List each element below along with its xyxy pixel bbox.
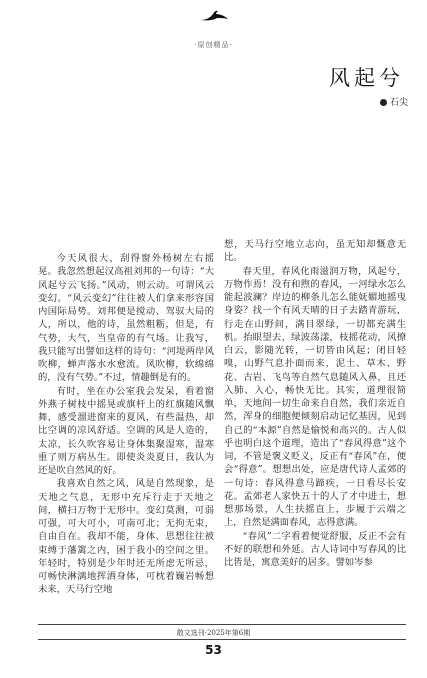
paragraph: 我喜欢自然之风，风是自然现象，是天地之气息，无形中充斥行走于天地之间，横扫万物于无形中。变幻莫测，可弱可强，可大可小，可南可北；无拘无束，自由自在。我却不能，身体、思想往往被束缚于藩篱之内，困于我小的空间之里。年轻时，特别是少年时还无所虑无所忌，可畅快淋漓地挥洒身体，可枕着巍岩畅想未来，天马行空地 [38,478,214,596]
author-byline [0,95,408,108]
paragraph: 今天风很大，刮得窗外杨树左右摇晃。我忽然想起汉高祖刘邦的一句诗：“大风起兮云飞扬。”风动，则云动。可谓风云变幻。“风云变幻”往往被人们拿来形容国内国际局势。刘邦便是搅动、驾驭大局的人，所以，他的诗，虽然粗粝，但是，有气势，大气，当皇帝的有气场。让我写，我只能写出譬如这样的诗句：“河堤两岸风吹柳，蝉声落水水愈流。风吹柳，软绵绵的，没有气势。”不过，情趣倒是有的。 [38,253,214,384]
paragraph: 有时，坐在办公室我会发呆，看着窗外燕子树枝中摇晃或旗杆上的红旗随风飘舞，感受溜进窗来的夏风，有些温热，却比空调的凉风舒适。空调的风是人造的，太凉，长久吹容易让身体集聚湿寒，湿寒重了则万病丛生。即使炎炎夏日，我认为还是吹自然风的好。 [38,385,214,476]
bullet-dot-icon [380,99,387,106]
column-label: ·原创精品· [194,41,233,49]
article-title: 风起兮 [329,66,404,90]
paragraph: 春天里，春风化雨滋润万物，风起兮，万物作焉！没有和煦的春风，一河绿水怎么能起波澜？岸边的柳条儿怎么能妩媚地摇曳身姿？找一个有风天晴的日子去踏青游玩，行走在山野间，满目翠绿，一切都充满生机。抬眼望去，绿波荡漾，枝摇花动，风撩白云，影随光转，一切皆由风起；闭目轻嗅，山野气息扑面而来，泥土、草木、野花、古岩、飞鸟等自然气息随风入鼻，且还入肺、入心，畅快无比。其实，道理很简单，天地间一切生命来自自然，我们亲近自然，浑身的细胞便倾刻启动记忆基因，见到自己的“本源”自然是愉悦和高兴的。古人似乎也明白这个道理，造出了“春风得意”这个词，不管是褒义贬义，反正有“春风”在，便会“得意”。想想出处，应是唐代诗人孟郊的一句诗：春风得意马蹄疾，一日看尽长安花。孟郊老人家快五十的人了才中进士，想想那场景，人生扶摇直上，步履于云端之上，自然是满面春风，志得意满。 [224,265,406,529]
left-text-column [38,252,214,597]
author-name: 石尖 [389,98,408,108]
paragraph-continued: 想，天马行空地立志向，虽无知却慨意无比。 [224,239,406,264]
footer-rule-bottom [38,639,406,640]
page-number: 53 [205,643,222,657]
paragraph: “春风”二字看着便觉舒服，反正不会有不好的联想和外延。古人诗词中写春风的比比皆是，寓意美好的居多。譬如岑参 [224,530,406,568]
right-text-column [224,238,406,569]
journal-info: 散文选刊·2025年第6期 [176,629,251,637]
bird-logo-icon [198,8,230,24]
footer-rule-top [38,624,406,625]
